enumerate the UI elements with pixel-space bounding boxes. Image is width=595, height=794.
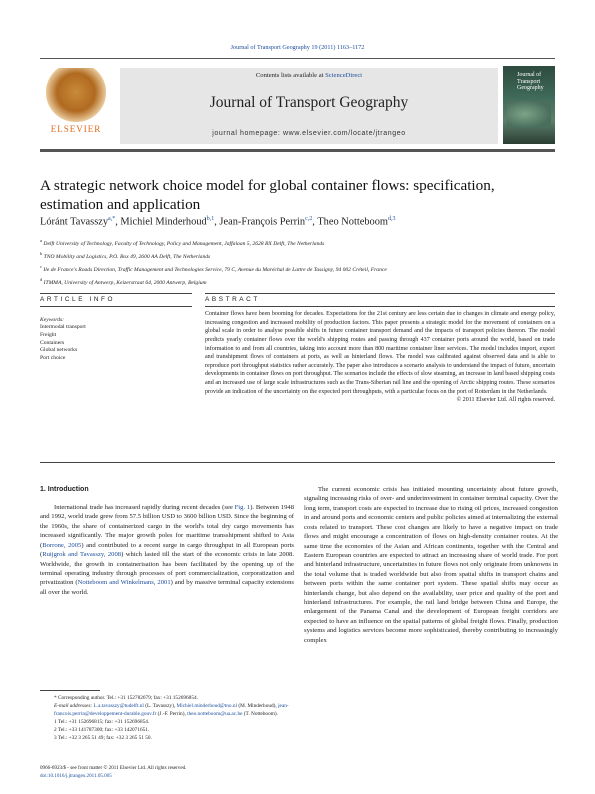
journal-citation[interactable]: Journal of Transport Geography 19 (2011) 1163–1172: [230, 44, 365, 51]
keyword: Global networks: [40, 347, 78, 354]
affiliation-list: [40, 236, 555, 288]
doi-block: [40, 765, 294, 780]
article-title: A strategic network choice model for global container flows: specification, estimation and application: [40, 177, 495, 213]
footnote-2: 2 Tel.: +33 141787300; fax: +33 142071651.: [54, 727, 150, 734]
article-info-rule-bottom: [40, 306, 192, 307]
intro-paragraph-2: The current economic crisis has initiated mounting uncertainty about future growth, signaling increasing risks of over- and underinvestment in container terminal capacity. Over the long term, transport costs are expected to increase due to rising oil prices, increased congestion in and around ports and economic centers and public policies aimed at internalizing the external costs related to transport. These cost changes are likely to have a negative impact on trade flows and might encourage a concentration of flows on high-density container routes. At the same time the economies of the Asian and African continents, together with the Central and Eastern European countries are expected to attract an increasing share of world trade. For port and hinterland infrastructure, uncertainties in future flows not only originate from unknowns in the total volume that is traded worldwide but also from spatial shifts in transport chains and between ports within the same container port system. These spatial shifts may occur as hinterlands change, but also depend on the availability, user price and quality of the port and hinterland infrastructures. For example, the rail land bridge between China and Europe, the enlargement of the Panama Canal and the development of European freight corridors are expected to have an influence on the spatial patterns of global freight flows. Finally, production systems and logistics services become more sophisticated, thereby contributing to increasingly complex: [304, 486, 558, 644]
ref-borrone-link[interactable]: Borrone, 2005: [42, 541, 82, 549]
footnotes: [40, 694, 294, 743]
keyword: Intermodal transport: [40, 324, 86, 330]
abstract-text: Container flows have been booming for decades. Expectations for the 21st century are less certain due to changes in climate and energy policy, increasing congestion and increased mobility of production factors. This paper presents a strategic model for the movement of containers on a global scale in order to analyse possible shifts in future container transport demand and the impacts of transport policies thereon. The model predicts yearly container flows over the world's shipping routes and passing through 437 container ports around the world, based on trade information to and from all countries, taking into account more than 800 maritime container liner services. The model includes import, export and transhipment flows of containers at ports, as well as hinterland flows. The model was calibrated against observed data and is able to reproduce port throughput statistics rather accurately. The paper also introduces a scenario analysis to understand the impact of future, uncertain developments in container flows on port throughput. The scenarios include the effects of slow steaming, an increase in land based shipping costs and an increased use of large scale infrastructures such as the Trans-Siberian rail line and the opening of Arctic shipping routes. These scenarios provide an indication of the uncertainty on the expected port throughputs, with a particular focus on the port of Rotterdam in the Netherlands.: [205, 311, 555, 395]
text-run: International trade has increased rapidly during recent decades (see: [54, 504, 235, 511]
intro-paragraph-1: [40, 503, 294, 597]
email-addresses: [40, 702, 294, 718]
affiliation-mark: c: [40, 264, 42, 270]
intro-right-column: [304, 485, 558, 645]
ref-ruijgrok-link[interactable]: Ruijgrok and Tavasszy, 2008: [42, 551, 122, 559]
homepage-prefix: journal homepage:: [212, 130, 284, 137]
journal-cover-image[interactable]: [503, 66, 555, 144]
header-bottom-rule: [40, 149, 555, 152]
author-list: Lóránt Tavasszy$^{a,*}$, Michiel Minderhoud$^{b,1}$, Jean-François Perrin$^{c,2}$, Theo Notteboom$^{d,3}$: [40, 216, 396, 228]
affiliation: $^c$ Ile de France's Roads Direction, Traffic Management and Technologies Service, 79 C, Avenue du Maréchal de Lattre de Tassigny, 94 002 Créteil, France: [40, 264, 387, 273]
journal-title: Journal of Transport Geography: [209, 94, 409, 111]
abstract-rule-bottom: [40, 462, 555, 463]
keyword-list: [40, 324, 86, 363]
email-owner: (J.-F. Perrin),: [156, 711, 188, 718]
author-name[interactable]: Theo Notteboom: [317, 216, 389, 228]
footnote-3: 3 Tel.: +32 3 265 51 49; fax: +32 3 265 51 50.: [54, 735, 152, 742]
affiliation: $^d$ ITMMA, University of Antwerp, Keizerstraat 64, 2000 Antwerp, Belgium: [40, 277, 207, 287]
author-name[interactable]: Jean-François Perrin: [219, 216, 306, 228]
affiliation: $^a$ Delft University of Technology, Faculty of Technology, Policy and Management, Jaffalaan 5, 2628 BX Delft, The Netherlands: [40, 238, 325, 247]
author-affiliation-marks[interactable]: b,1: [206, 216, 215, 222]
affiliation-mark: a: [40, 238, 42, 243]
keywords-label: Keywords:: [40, 317, 65, 323]
contents-line: [120, 72, 498, 79]
email-owner: (L. Tavasszy),: [143, 703, 177, 710]
intro-heading: 1. Introduction: [40, 486, 89, 493]
journal-homepage: [120, 130, 498, 137]
email-owner: (T. Notteboom).: [242, 711, 278, 718]
publisher-name: ELSEVIER: [50, 124, 102, 134]
front-matter-line: 0966-6923/$ - see front matter © 2011 Elsevier Ltd. All rights reserved.: [40, 765, 187, 771]
author-affiliation-marks[interactable]: a,*: [108, 216, 116, 222]
author-affiliation-marks[interactable]: d,3: [388, 216, 396, 222]
affiliation-mark: b: [40, 251, 43, 257]
email-owner: (M. Minderhoud),: [237, 703, 279, 710]
intro-left-column: [40, 503, 294, 597]
cover-map-graphic: [507, 100, 551, 128]
author-affiliation-marks[interactable]: c,2: [305, 216, 313, 222]
article-info-rule-top: [40, 293, 192, 294]
email-link[interactable]: L.a.tavasszy@tudelft.nl: [93, 703, 144, 710]
author-name[interactable]: Michiel Minderhoud: [120, 216, 207, 228]
email-link[interactable]: jean-francois.perrin@developpement-durable.gouv.fr: [54, 703, 289, 718]
affiliation-mark: d: [40, 277, 43, 283]
elsevier-logo[interactable]: [40, 68, 112, 138]
text-run: ). Between 1948 and 1992, world trade grew from 57.5 billion USD to 3600 billion USD. Since the beginning of the 1960s, the share of containerized cargo in the world's total dry cargo movements has increased significantly. The major growth poles for maritime transshipment shifted to Asia (: [40, 504, 294, 549]
homepage-url[interactable]: www.elsevier.com/locate/jtrangeo: [283, 130, 406, 137]
cover-label: Journal of Transport Geography: [517, 72, 544, 92]
ref-notteboom-link[interactable]: Notteboom and Winkelmans, 2001: [77, 579, 171, 587]
contents-prefix: Contents lists available at: [255, 72, 326, 79]
doi-link[interactable]: doi:10.1016/j.jtrangeo.2011.05.005: [40, 772, 112, 779]
keyword: Port choice: [40, 355, 66, 362]
keyword: Freight: [40, 331, 57, 338]
text-run: ) which lasted till the start of the economic crisis in late 2008. Worldwide, the growth in containerisation has been facilitated by the opening up of the terminal operating industry through processes of port commercialization, corporatization and privatization (: [40, 551, 294, 587]
abstract-body: [205, 310, 555, 405]
abstract-heading: ABSTRACT: [205, 296, 260, 303]
corresponding-author-note: * Corresponding author. Tel.: +31 152782679; fax: +31 152696854.: [54, 695, 198, 701]
keyword: Containers: [40, 339, 65, 346]
affiliation: $^b$ TNO Mobility and Logistics, P.O. Box 49, 2600 AA Delft, The Netherlands: [40, 251, 211, 260]
sciencedirect-link[interactable]: ScienceDirect: [325, 72, 363, 79]
footnote-1: 1 Tel.: +31 152696815; fax: +31 152696854.: [54, 719, 150, 726]
email-label: E-mail addresses:: [54, 703, 94, 710]
author-name[interactable]: Lóránt Tavasszy: [40, 216, 109, 228]
abstract-rule-top: [205, 293, 555, 294]
elsevier-tree-icon: [46, 68, 106, 122]
text-run: ) and by massive terminal capacity extensions all over the world.: [40, 579, 294, 596]
fig-1-link[interactable]: Fig. 1: [234, 504, 251, 511]
email-link[interactable]: theo.notteboom@ua.ac.be: [187, 711, 243, 718]
abstract-copyright: © 2011 Elsevier Ltd. All rights reserved.: [456, 397, 555, 404]
footnote-rule: [40, 690, 100, 691]
header-top-rule: [40, 58, 555, 59]
text-run: ) and contributed to a recent surge in cargo throughput in all European ports (: [40, 541, 295, 559]
article-info-heading: ARTICLE INFO: [40, 296, 116, 303]
email-link[interactable]: Michiel.minderhoud@tno.nl: [176, 703, 238, 710]
abstract-rule-mid: [205, 306, 555, 307]
